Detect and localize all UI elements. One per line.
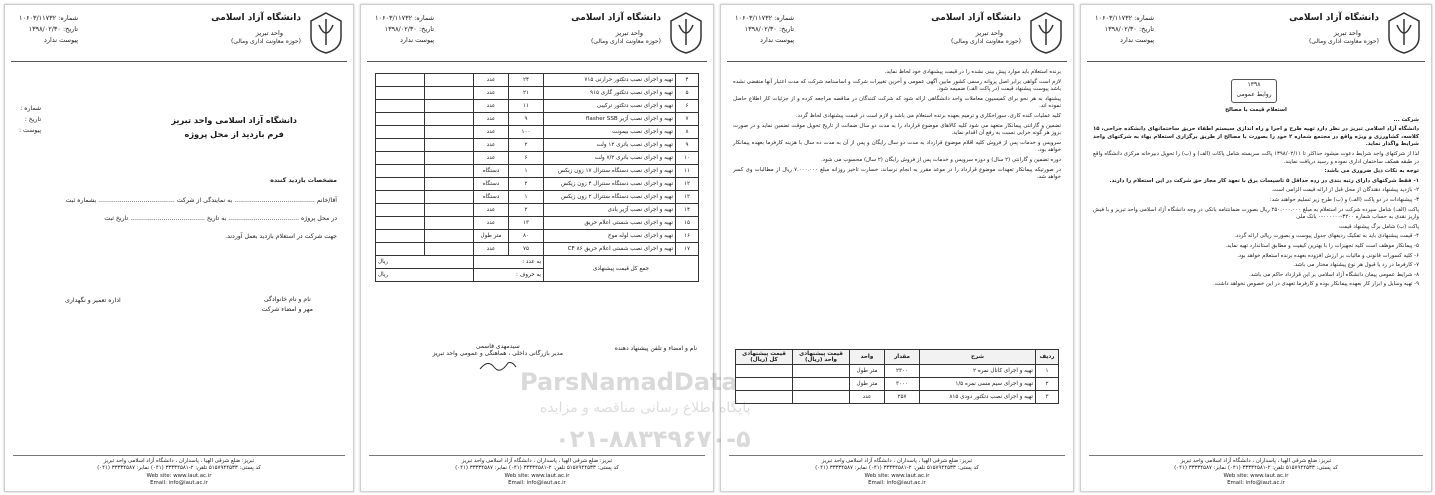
row-number: ۱۵ <box>676 217 699 230</box>
item-description: تهیه و اجرای نصب لوله موج <box>544 230 676 243</box>
table-row <box>376 74 699 87</box>
visitor-line-3: جهت شرکت در استعلام بازدید بعمل آوردند. <box>225 233 337 240</box>
item-description: تهیه و اجرای نصب آژیر flasher SSB <box>544 113 676 126</box>
sum-words-unit: ریال <box>376 269 474 282</box>
table-row <box>376 204 699 217</box>
letterhead <box>361 5 713 65</box>
unit: عدد <box>474 87 509 100</box>
quantity: ۷۵ <box>509 243 544 256</box>
letter-subject: استعلام قیمت با مصالح <box>1225 107 1287 113</box>
item-description: تهیه و اجرای نصب دستگاه سنترال ۴ زون زیکس <box>544 178 676 191</box>
watermark-name: پایگاه اطلاع رسانی مناقصه و مزایده <box>540 400 751 416</box>
paragraph: ۶- کلیه کسورات قانونی و مالیات بر ارزش افزوده بعهده برنده استعلام خواهد بود. <box>1237 252 1419 259</box>
row-number: ۴ <box>676 74 699 87</box>
form-meta: شماره : تاریخ : پیوست : <box>19 105 42 134</box>
unit: عدد <box>474 113 509 126</box>
row-number: ۱۴ <box>676 204 699 217</box>
letterhead <box>721 5 1073 65</box>
table-header-row <box>736 350 1059 365</box>
paragraph: کلیه عملیات کنده کاری، سوراخکاری و ترمیم بعهده برنده استعلام می باشد و لازم است در قیمت پیشنهادی لحاظ گردد. <box>795 112 1061 119</box>
deputy-name: (حوزه معاونت اداری ومالی) <box>590 38 661 45</box>
row-number: ۸ <box>676 126 699 139</box>
page-footer: تبریز: ضلع شرقی الهیا ، پاسداران ، دانشگاه آزاد اسلامی واحد تبریز کد پستی: ۵۱۵۷۹۴۴۵۳۳ تلفن: ۲-۳۳۳۳۴۵۸۱ (۰۴۱) نمابر: ۳۳۳۳۴۵۸۷ (۰۴۱) Web site: www.iaut.ac.ir Email: info@iaut.ac.ir <box>1089 455 1423 487</box>
unit-price <box>425 139 474 152</box>
handwritten-signature-icon <box>478 357 518 373</box>
item-description: تهیه و اجرای نصب دتکتور حرارتی ۷۱۵ <box>544 74 676 87</box>
paragraph: پاکت (ب) شامل برگ پیشنهاد قیمت <box>1339 223 1419 230</box>
deputy-name: (حوزه معاونت اداری ومالی) <box>950 38 1021 45</box>
quantity: ۲۴ <box>509 74 544 87</box>
page-footer: تبریز: ضلع شرقی الهیا ، پاسداران ، دانشگاه آزاد اسلامی واحد تبریز کد پستی: ۵۱۵۷۹۴۴۵۳۳ تلفن: ۲-۳۳۳۳۴۵۸۱ (۰۴۱) نمابر: ۳۳۳۳۴۵۸۷ (۰۴۱) Web site: www.iaut.ac.ir Email: info@iaut.ac.ir <box>13 455 345 487</box>
total-price <box>376 139 425 152</box>
paragraph: برنده استعلام باید موارد پیش بینی نشده را در قیمت پیشنهادی خود لحاظ نماید. <box>884 69 1061 75</box>
unit-price <box>425 113 474 126</box>
company-signature-block: نام و نام خانوادگی مهر و امضاء شرکت <box>261 296 313 313</box>
letter-attachment: پیوست ندارد <box>1120 36 1155 44</box>
quantity: ۹ <box>509 113 544 126</box>
item-description: تهیه و اجرای نصب آژیر بادی <box>544 204 676 217</box>
row-number: ۵ <box>676 87 699 100</box>
university-name: دانشگاه آزاد اسلامی <box>571 13 661 23</box>
table-row <box>376 139 699 152</box>
item-description: تهیه و اجرای نصب دتکتور ترکیبی <box>544 100 676 113</box>
table-row <box>376 113 699 126</box>
university-name: دانشگاه آزاد اسلامی <box>1289 13 1379 23</box>
row-number: ۶ <box>676 100 699 113</box>
bidder-label: نام و امضاء و تلفن پیشنهاد دهنده <box>614 345 697 352</box>
table-row <box>376 100 699 113</box>
paragraph: تضمین و گارانتی پیمانکار متعهد می شود کلیه کالاهای موضوع قرارداد را به مدت دو سال ضمانت از تاریخ تحویل موقت تضمین نماید و در صورت بروز هر گونه خرابی نسبت به رفع آن اقدام نماید. <box>733 122 1061 137</box>
total-price <box>376 230 425 243</box>
branch-name: واحد تبریز <box>975 29 1003 37</box>
quantity: ۱ <box>509 165 544 178</box>
quantity: ۶ <box>509 152 544 165</box>
paragraph: پیشنهاد به هر نحو برای کمیسیون معاملات واحد دانشگاهی ارائه شود که شرکت کنندگان در مناقصه مراجعه کرده و از جزئیات کار اطلاع حاصل نموده اند. <box>733 95 1061 110</box>
item-description: تهیه و اجرای نصب دستگاه سنترال ۲ زون زیکس <box>544 191 676 204</box>
branch-name: واحد تبریز <box>1333 29 1361 37</box>
letter-meta: شماره: ۱۰۶۰۳/۱۱۷۳۲ تاریخ: ۱۳۹۸/۰۲/۳۰ پیوست ندارد <box>19 14 79 44</box>
unit-price <box>425 126 474 139</box>
signer-title: مدیر بازرگانی داخلی ، هماهنگی و عمومی واحد تبریز <box>432 350 563 357</box>
page-1-body <box>1093 107 1419 291</box>
paragraph: توجه به نکات ذیل ضروری می باشد: <box>1324 168 1419 175</box>
letter-meta: شماره: ۱۰۶۰۳/۱۱۷۳۲ تاریخ: ۱۳۹۸/۰۲/۳۰ پیوست ندارد <box>735 14 795 44</box>
col-header: ردیف <box>1036 350 1059 365</box>
quantity: ۱ <box>509 191 544 204</box>
unit: دستگاه <box>474 165 509 178</box>
form-title: دانشگاه آزاد اسلامی واحد تبریز فرم بازدید از محل پروژه <box>171 115 297 139</box>
university-logo-icon <box>667 11 705 55</box>
col-header: واحد <box>850 350 885 365</box>
price-table-2 <box>375 73 699 282</box>
visitor-line-1: آقا/خانم ......................................... به نمایندگی از شرکت ....................................... بشماره ثبت <box>65 197 337 204</box>
unit-price <box>425 191 474 204</box>
unit: دستگاه <box>474 191 509 204</box>
unit: عدد <box>474 204 509 217</box>
item-description: تهیه و اجرای نصب باتری ۷/۲ ولت <box>544 152 676 165</box>
letterhead <box>1081 5 1431 65</box>
unit: متر طول <box>474 230 509 243</box>
university-logo-icon <box>1385 11 1423 55</box>
unit-price <box>425 230 474 243</box>
university-name: دانشگاه آزاد اسلامی <box>211 13 301 23</box>
paragraph: دوره تضمین و گارانتی (۲ سال) و دوره سرویس و خدمات پس از فروش رایگان (۲ سال) محسوب می شود. <box>820 156 1061 163</box>
unit: دستگاه <box>474 178 509 191</box>
sum-number-label: به عدد : <box>474 256 544 269</box>
total-price <box>376 204 425 217</box>
deputy-name: (حوزه معاونت اداری ومالی) <box>230 38 301 45</box>
total-price <box>376 74 425 87</box>
page-2 <box>720 4 1074 492</box>
item-description: تهیه و اجرای نصب شستی اعلام حریق CF ۸۶ <box>544 243 676 256</box>
total-price <box>376 152 425 165</box>
page-footer: تبریز: ضلع شرقی الهیا ، پاسداران ، دانشگاه آزاد اسلامی واحد تبریز کد پستی: ۵۱۵۷۹۴۴۵۳۳ تلفن: ۲-۳۳۳۳۴۵۸۱ (۰۴۱) نمابر: ۳۳۳۳۴۵۸۷ (۰۴۱) Web site: www.iaut.ac.ir Email: info@iaut.ac.ir <box>729 455 1065 487</box>
table-row <box>376 217 699 230</box>
col-header: شرح <box>920 350 1036 365</box>
col-header: قیمت پیشنهادی واحد (ریال) <box>793 350 850 365</box>
price-table-1 <box>735 349 1059 404</box>
total-price <box>376 217 425 230</box>
page-footer: تبریز: ضلع شرقی الهیا ، پاسداران ، دانشگاه آزاد اسلامی واحد تبریز کد پستی: ۵۱۵۷۹۴۴۵۳۳ تلفن: ۲-۳۳۳۳۴۵۸۱ (۰۴۱) نمابر: ۳۳۳۳۴۵۸۷ (۰۴۱) Web site: www.iaut.ac.ir Email: info@iaut.ac.ir <box>369 455 705 487</box>
paragraph: سرویس و خدمات پس از فروش کلیه اقلام موضوع قرارداد به مدت دو سال رایگان و پس از آن به مدت ده سال با هزینه کارفرما بعهده پیمانکار خواهد بود. <box>733 139 1061 154</box>
total-price <box>376 113 425 126</box>
quantity: ۲ <box>509 139 544 152</box>
row-number: ۱۶ <box>676 230 699 243</box>
unit: عدد <box>474 100 509 113</box>
visitor-line-2: در محل پروژه .................................... به تاریخ ...................................... تاریخ ثبت <box>104 215 337 222</box>
paragraph: ۳- پیشنهادات در دو پاکت (الف) و (ب) طرح زیر تسلیم خواهند شد: <box>1269 196 1419 203</box>
table-row: ۳ تهیه و اجرای نصب دتکتور دودی ۸۱۵ ۲۵۷ عدد <box>736 391 1059 404</box>
table-row <box>376 165 699 178</box>
addressee: شرکت ... <box>1393 116 1419 123</box>
item-description: تهیه و اجرای نصب بیمونت <box>544 126 676 139</box>
paragraph: ۱- فقط شرکتهای دارای رتبه بندی در رده حداقل ۵ تاسیسات برق با تعهد کار مجاز حق شرکت در این استعلام را دارند. <box>1109 177 1419 184</box>
unit-price <box>425 217 474 230</box>
row-number: ۱۷ <box>676 243 699 256</box>
row-number: ۱۱ <box>676 165 699 178</box>
sum-words-label: به حروف : <box>474 269 544 282</box>
branch-name: واحد تبریز <box>255 29 283 37</box>
maintenance-office-label: اداره تعمیر و نگهداری <box>65 297 121 304</box>
paragraph: دانشگاه آزاد اسلامی تبریز در نظر دارد تهیه طرح و اجرا و راه اندازی سیستم اطفاء حریق ساختمانهای دانشکده جراحی، ۱۵ کلاسه، کشاورزی و ویژه واقع در مجتمع شماره ۲ خود را بصورت با مصالح از طریق برگزاری استعلام بهاء به شرکتهای واجد شرایط واگذار نماید. <box>1093 126 1419 148</box>
branch-name: واحد تبریز <box>615 29 643 37</box>
table-row <box>376 152 699 165</box>
quantity: ۱۳ <box>509 217 544 230</box>
table-row <box>376 87 699 100</box>
sum-row <box>376 256 699 269</box>
letter-number: شماره: ۱۰۶۰۳/۱۱۷۳۲ <box>1095 14 1155 22</box>
unit-price <box>425 243 474 256</box>
university-name: دانشگاه آزاد اسلامی <box>931 13 1021 23</box>
table-row <box>376 191 699 204</box>
paragraph: ۹- تهیه وسایل و ابزار کار بعهده پیمانکار بوده و کارفرما تعهدی در این خصوص نخواهد داشت. <box>1213 281 1419 288</box>
letter-meta: شماره: ۱۰۶۰۳/۱۱۷۳۲ تاریخ: ۱۳۹۸/۰۲/۳۰ پیوست ندارد <box>375 14 435 44</box>
unit: عدد <box>474 243 509 256</box>
paragraph: ۸- شرایط عمومی پیمان دانشگاه آزاد اسلامی بر این قرارداد حاکم می باشد. <box>1249 271 1419 278</box>
unit-price <box>425 152 474 165</box>
university-logo-icon <box>307 11 345 55</box>
header-divider <box>1087 61 1425 62</box>
table-row <box>376 178 699 191</box>
sum-number-unit: ریال <box>376 256 474 269</box>
letter-date: تاریخ: ۱۳۹۸/۰۲/۳۰ <box>1104 25 1155 33</box>
paragraph: ۴- قیمت پیشنهادی باید به تفکیک ردیفهای جدول پیوست و بصورت ریالی ارائه گردد. <box>1234 233 1419 240</box>
signer-name: سیدمهدی قاسمی <box>475 343 520 350</box>
unit-price <box>425 204 474 217</box>
quantity: ۸۰ <box>509 230 544 243</box>
watermark-phone: ۰۲۱-۸۸۳۴۹۶۷۰-۵ <box>555 425 751 453</box>
university-logo-icon <box>1027 11 1065 55</box>
row-number: ۱۲ <box>676 178 699 191</box>
paragraph: در صورتیکه پیمانکار تعهدات موضوع قرارداد را در موعد مقرر به انجام نرساند، خسارت تاخیر روزانه مبلغ ۷.۰۰۰.۰۰۰ ریال از مطالبات وی کسر خواهد شد. <box>733 166 1061 181</box>
public-relations-stamp: ۱۳۹۸ روابط عمومی <box>1231 79 1277 103</box>
item-description: تهیه و اجرای نصب باتری ۱۲ ولت <box>544 139 676 152</box>
unit: عدد <box>474 217 509 230</box>
letter-meta <box>1095 13 1154 46</box>
header-divider <box>727 61 1067 62</box>
watermark-site: ParsNamadData <box>520 368 738 396</box>
item-description: تهیه و اجرای نصب شستی اعلام حریق <box>544 217 676 230</box>
quantity: ۲ <box>509 178 544 191</box>
page-3 <box>360 4 714 492</box>
row-number: ۱۰ <box>676 152 699 165</box>
unit-price <box>425 74 474 87</box>
row-number: ۱۳ <box>676 191 699 204</box>
total-price <box>376 100 425 113</box>
quantity: ۲۱ <box>509 87 544 100</box>
unit: عدد <box>474 139 509 152</box>
item-description: تهیه و اجرای نصب دستگاه سنترال ۱۷ زون زیکس <box>544 165 676 178</box>
total-price <box>376 126 425 139</box>
paragraph: ۵- پیمانکار موظف است کلیه تجهیزات را با بهترین کیفیت و مطابق استاندارد تهیه نماید. <box>1225 242 1419 249</box>
paragraph: پاکت (الف) شامل سپرده شرکت در استعلام به مبلغ ۲۵۰.۰۰۰.۰۰۰ ریال بصورت ضمانتنامه بانکی در وجه دانشگاه آزاد اسلامی واحد تبریز و یا فیش واریز نقدی به حساب شماره ۳۲۰۰-۰۰۰۰۰۰-۰ بانک ملی <box>1093 206 1420 221</box>
deputy-name: (حوزه معاونت اداری ومالی) <box>1308 38 1379 45</box>
paragraph: ۷- کارفرما در رد یا قبول هر نوع پیشنهاد مختار می باشد. <box>1293 262 1419 269</box>
unit-price <box>425 178 474 191</box>
unit: عدد <box>474 152 509 165</box>
quantity: ۱۱ <box>509 100 544 113</box>
paragraph: لازم است گواهی برابر اصل پروانه رسمی کشور مابین آگهی عمومی و آخرین تغییرات شرکت و اساسنامه شرکت که مدت اعتبار آنها منقضی نشده باشد پیوست پیشنهاد قیمت (در پاکت الف) ضمیمه شود. <box>733 78 1061 93</box>
table-row <box>376 230 699 243</box>
paragraph: ۲- بازدید پیشنهاد دهندگان از محل قبل از ارائه قیمت الزامی است. <box>1271 187 1419 194</box>
quantity: ۲ <box>509 204 544 217</box>
row-number: ۹ <box>676 139 699 152</box>
table-row <box>376 126 699 139</box>
total-price <box>376 191 425 204</box>
total-price <box>376 165 425 178</box>
col-header: قیمت پیشنهادی کل (ریال) <box>736 350 793 365</box>
unit-price <box>425 165 474 178</box>
total-price <box>376 87 425 100</box>
page-1 <box>1080 4 1432 492</box>
page-4 <box>4 4 354 492</box>
table-row: ۱ تهیه و اجرای کانال نمره ۲ ۲۳۰۰ متر طول <box>736 365 1059 378</box>
letterhead <box>5 5 353 65</box>
item-description: تهیه و اجرای نصب دتکتور گازی ۹۱۵ <box>544 87 676 100</box>
table-row: ۲ تهیه و اجرای سیم مسی نمره ۱/۵ ۳۰۰۰ متر طول <box>736 378 1059 391</box>
unit-price <box>425 100 474 113</box>
unit: عدد <box>474 74 509 87</box>
signature-block <box>433 343 563 375</box>
header-divider <box>11 61 347 62</box>
header-divider <box>367 61 707 62</box>
unit: عدد <box>474 126 509 139</box>
table-row <box>376 243 699 256</box>
total-price <box>376 243 425 256</box>
page-2-body <box>733 69 1061 184</box>
quantity: ۱۰۰ <box>509 126 544 139</box>
sum-label: جمع کل قیمت پیشنهادی <box>544 256 699 282</box>
paragraph: لذا از شرکتهای واجد شرایط دعوت میشود حداکثر تا ۱۳۹۸/۰۲/۱۱ پاکت سربسته شامل پاکات (الف) و (ب) را تحویل دبیرخانه مرکزی دانشگاه واقع در طبقه همکف ساختمان اداری نموده و رسید دریافت نمایند. <box>1093 150 1419 165</box>
total-price <box>376 178 425 191</box>
row-number: ۷ <box>676 113 699 126</box>
unit-price <box>425 87 474 100</box>
visitor-section-title: مشخصات بازدید کننده <box>270 177 337 184</box>
col-header: مقدار <box>885 350 920 365</box>
